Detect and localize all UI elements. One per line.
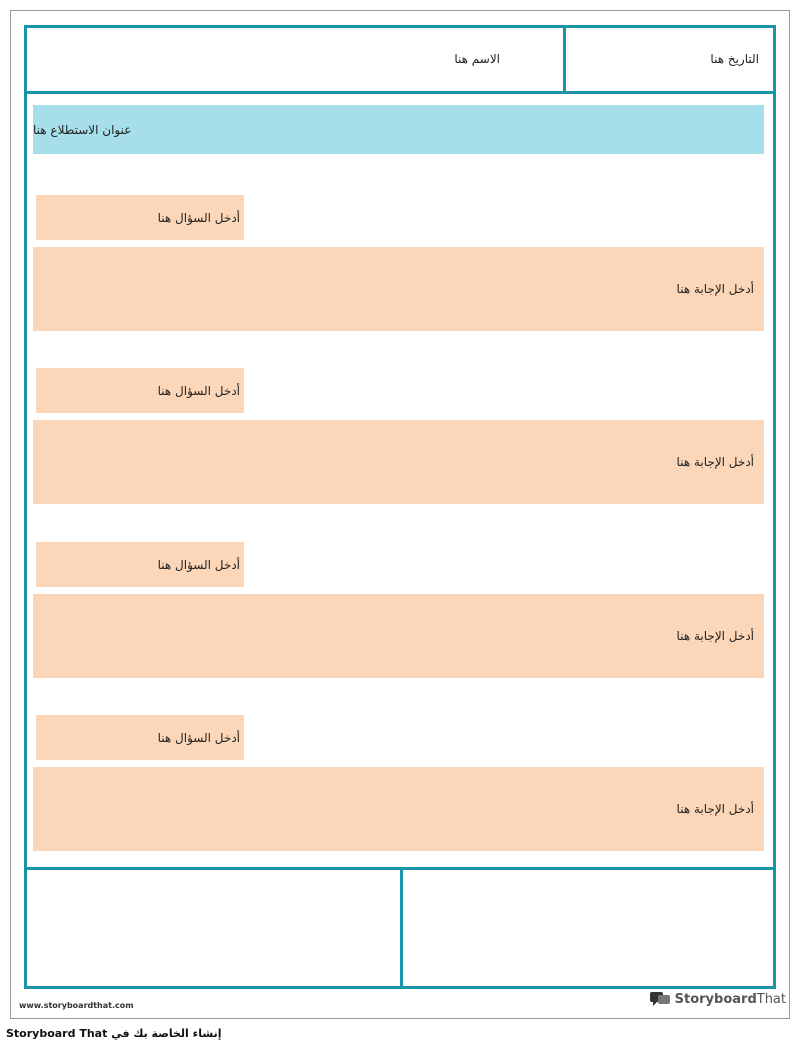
footer-url[interactable]: www.storyboardthat.com <box>19 1001 134 1010</box>
question-box-1[interactable]: أدخل السؤال هنا <box>36 195 244 240</box>
speech-bubble-icon <box>650 992 670 1007</box>
brand-name: StoryboardThat <box>674 992 786 1007</box>
credit-brand: Storyboard That <box>6 1027 108 1040</box>
date-field[interactable]: التاريخ هنا <box>710 52 759 66</box>
question-box-4[interactable]: أدخل السؤال هنا <box>36 715 244 760</box>
bottom-right-panel[interactable] <box>403 870 773 986</box>
name-field[interactable]: الاسم هنا <box>454 52 500 66</box>
answer-box-2[interactable]: أدخل الإجابة هنا <box>33 420 764 504</box>
bottom-left-panel[interactable] <box>27 870 400 986</box>
answer-box-3[interactable]: أدخل الإجابة هنا <box>33 594 764 678</box>
bottom-credit <box>6 1027 222 1040</box>
answer-box-4[interactable]: أدخل الإجابة هنا <box>33 767 764 851</box>
header-column-divider <box>563 25 566 93</box>
question-box-3[interactable]: أدخل السؤال هنا <box>36 542 244 587</box>
credit-text: إنشاء الخاصة بك في <box>111 1027 222 1040</box>
storyboardthat-logo <box>650 992 786 1007</box>
header-divider <box>24 91 776 94</box>
answer-box-1[interactable]: أدخل الإجابة هنا <box>33 247 764 331</box>
survey-title[interactable]: عنوان الاستطلاع هنا <box>33 105 764 154</box>
question-box-2[interactable]: أدخل السؤال هنا <box>36 368 244 413</box>
